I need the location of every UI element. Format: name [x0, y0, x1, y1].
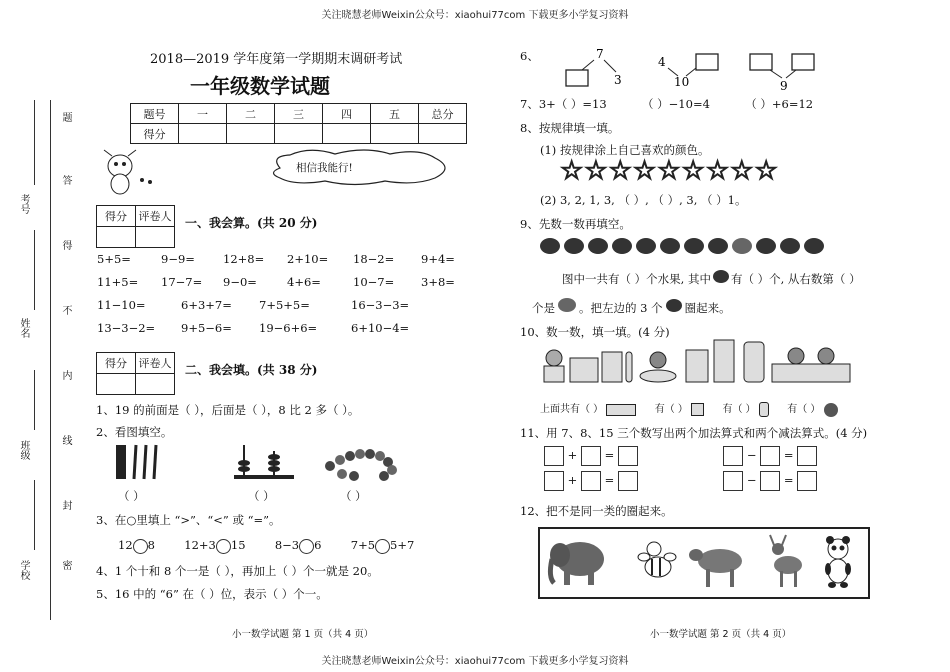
score-header: 三 [275, 104, 323, 124]
compare-row [118, 538, 414, 554]
page2-footer: 小一数学试题 第 2 页（共 4 页） [650, 629, 792, 640]
op: = [604, 473, 615, 487]
star-row[interactable]: ☆☆☆☆☆☆☆☆☆ [560, 156, 779, 186]
score-header: 二 [227, 104, 275, 124]
apple-icon [564, 238, 584, 254]
score-header: 一 [179, 104, 227, 124]
section1-title: 一、我会算。(共 20 分) [185, 216, 318, 230]
answer-box[interactable] [760, 446, 780, 466]
compare-circle[interactable] [133, 539, 148, 554]
apple-icon [660, 238, 680, 254]
number-splits [560, 46, 820, 90]
apple-icon [588, 238, 608, 254]
grader-reviewer-cell[interactable] [136, 374, 175, 395]
sheep-icon [689, 549, 742, 587]
apple-icon [713, 270, 729, 283]
q8-sub1: (1) 按规律涂上自己喜欢的颜色。 [540, 143, 710, 157]
q9-text: 图中一共有（ ）个水果, 其中 [562, 272, 711, 286]
animal-frame [538, 527, 870, 599]
score-cell[interactable] [371, 124, 419, 144]
slogan-text: 相信我能行! [296, 162, 353, 174]
score-header: 总分 [419, 104, 467, 124]
q9-text: 。把左边的 3 个 [579, 301, 663, 315]
fruit-row [540, 238, 828, 258]
peach-icon [558, 298, 576, 312]
calc-row [97, 275, 455, 289]
name-field [34, 230, 35, 310]
elephant-icon [550, 542, 604, 585]
apple-icon [636, 238, 656, 254]
answer-box[interactable] [723, 471, 743, 491]
op: = [783, 448, 794, 462]
grader-score-cell[interactable] [97, 227, 136, 248]
question-8: 8、按规律填一填。 [520, 121, 620, 135]
abacus-picture [232, 443, 296, 483]
op: + [567, 473, 578, 487]
sticks-picture [112, 443, 172, 483]
answer-box[interactable] [797, 471, 817, 491]
score-cell[interactable] [179, 124, 227, 144]
q2-blank[interactable]: （ ） [340, 489, 367, 503]
answer-box[interactable] [723, 446, 743, 466]
seal-char: 不 [60, 305, 71, 315]
cylinder-icon [759, 402, 769, 417]
compare-left: 12+3 [184, 538, 216, 552]
animals-picture [540, 529, 868, 597]
seal-char: 密 [60, 560, 71, 570]
q10-text: 上面共有（ ） [540, 404, 604, 415]
apple-icon [708, 238, 728, 254]
apple-icon [804, 238, 824, 254]
calc-row [97, 321, 409, 335]
op: = [783, 473, 794, 487]
seal-char: 题 [60, 112, 71, 122]
answer-box[interactable] [618, 446, 638, 466]
apple-icon [780, 238, 800, 254]
answer-box[interactable] [544, 471, 564, 491]
calc-item: 16−3−3= [351, 298, 410, 312]
q2-blank[interactable]: （ ） [118, 489, 145, 503]
margin-label-id: 考号 [18, 194, 29, 214]
paper-title: 一年级数学试题 [190, 74, 330, 98]
bee-icon [638, 542, 676, 577]
q7-part: （ ）−10=4 [642, 97, 710, 111]
q10-text: 有（ ） [787, 404, 821, 415]
calc-item: 9+5−6= [181, 321, 232, 335]
answer-box[interactable] [618, 471, 638, 491]
q9-text: 有（ ）个, 从右数第（ ） [730, 272, 861, 286]
beads-picture [322, 446, 402, 482]
slogan-cloud [265, 148, 455, 186]
compare-left: 12 [118, 538, 133, 552]
compare-left: 7+5 [350, 538, 376, 552]
compare-left: 8−3 [274, 538, 300, 552]
peach-icon [732, 238, 752, 254]
score-cell[interactable] [227, 124, 275, 144]
question-1: 1、19 的前面是（ ），后面是（ ），8 比 2 多（ ）。 [96, 403, 360, 417]
q9-text: 个是 [532, 301, 555, 315]
calc-item: 3+8= [421, 275, 455, 289]
seal-char: 封 [60, 500, 71, 510]
grader-reviewer-label: 评卷人 [136, 206, 175, 227]
split-num: 7 [596, 47, 604, 61]
exam-title: 2018—2019 学年度第一学期期末调研考试 [150, 52, 403, 67]
page1-footer: 小一数学试题 第 1 页（共 4 页） [232, 629, 374, 640]
question-5: 5、16 中的 “6” 在（ ）位，表示（ ）个一。 [96, 587, 328, 601]
calc-item: 11+5= [97, 275, 139, 289]
apple-icon [756, 238, 776, 254]
solids-picture [540, 338, 860, 386]
margin-label-class: 班级 [18, 440, 29, 460]
compare-circle[interactable] [216, 539, 231, 554]
q10-text: 有（ ） [654, 404, 688, 415]
compare-circle[interactable] [375, 539, 390, 554]
compare-right: 8 [147, 538, 155, 552]
grader-score-label: 得分 [97, 353, 136, 374]
compare-right: 15 [230, 538, 246, 552]
question-9: 9、先数一数再填空。 [520, 217, 631, 231]
seal-char: 得 [60, 240, 71, 250]
answer-box[interactable] [581, 471, 601, 491]
score-row-label: 得分 [131, 124, 179, 144]
grader-box-1 [96, 205, 175, 248]
split-num: 4 [658, 55, 666, 69]
mascot-illustration [98, 148, 158, 198]
op: − [746, 448, 757, 462]
answer-box[interactable] [760, 471, 780, 491]
apple-icon [612, 238, 632, 254]
equation-row [544, 446, 817, 466]
header-note: 关注晓慧老师Weixin公众号：xiaohui77com 下载更多小学复习资料 [321, 10, 629, 21]
seal-line [50, 100, 51, 620]
calc-item: 10−7= [353, 275, 395, 289]
answer-box[interactable] [581, 446, 601, 466]
question-12: 12、把不是同一类的圈起来。 [520, 504, 673, 518]
calc-item: 19−6+6= [259, 321, 318, 335]
calc-item: 9−0= [223, 275, 257, 289]
calc-item: 18−2= [353, 252, 395, 266]
question-2: 2、看图填空。 [96, 425, 173, 439]
calc-item: 4+6= [287, 275, 321, 289]
grader-score-cell[interactable] [97, 374, 136, 395]
seal-char: 内 [60, 370, 71, 380]
deer-icon [770, 535, 802, 587]
score-table [130, 103, 467, 144]
score-cell[interactable] [419, 124, 467, 144]
equation-row [544, 471, 817, 491]
op: = [604, 448, 615, 462]
id-field [34, 100, 35, 185]
score-header: 四 [323, 104, 371, 124]
calc-item: 9+4= [421, 252, 455, 266]
calc-row [97, 298, 409, 312]
footer-note: 关注晓慧老师Weixin公众号：xiaohui77com 下载更多小学复习资料 [321, 656, 629, 667]
seal-char: 线 [60, 435, 71, 445]
margin-label-school: 学校 [18, 560, 29, 580]
compare-circle[interactable] [299, 539, 314, 554]
question-6-label: 6、 [520, 49, 539, 63]
cube-icon [691, 403, 704, 416]
panda-icon [825, 536, 851, 588]
answer-box[interactable] [797, 446, 817, 466]
apple-icon [684, 238, 704, 254]
calc-item: 6+3+7= [181, 298, 232, 312]
question-4: 4、1 个十和 8 个一是（ ），再加上（ ）个一就是 20。 [96, 564, 379, 578]
op: + [567, 448, 578, 462]
calc-item: 7+5+5= [259, 298, 310, 312]
grader-reviewer-cell[interactable] [136, 227, 175, 248]
sphere-icon [824, 403, 838, 417]
grader-score-label: 得分 [97, 206, 136, 227]
q2-blank[interactable]: （ ） [248, 489, 275, 503]
answer-box[interactable] [544, 446, 564, 466]
class-field [34, 370, 35, 430]
q7-part: 7、3+（ ）=13 [520, 97, 607, 111]
question-11: 11、用 7、8、15 三个数写出两个加法算式和两个减法算式。(4 分) [520, 426, 868, 440]
q9-line1 [562, 270, 861, 287]
seal-char: 答 [60, 175, 71, 185]
question-3: 3、在○里填上 “>”、“<” 或 “=”。 [96, 513, 281, 527]
calc-item: 2+10= [287, 252, 329, 266]
calc-item: 9−9= [161, 252, 195, 266]
score-cell[interactable] [275, 124, 323, 144]
calc-item: 17−7= [161, 275, 203, 289]
calc-item: 12+8= [223, 252, 265, 266]
op: − [746, 473, 757, 487]
compare-right: 5+7 [390, 538, 415, 552]
apple-icon [540, 238, 560, 254]
split-num: 3 [614, 73, 622, 87]
q8-sub2: (2) 3, 2, 1, 3, （ ）, （ ）, 3, （ ）1。 [540, 193, 747, 207]
calc-item: 11−10= [97, 298, 146, 312]
score-cell[interactable] [323, 124, 371, 144]
score-header: 五 [371, 104, 419, 124]
calc-item: 13−3−2= [97, 321, 156, 335]
margin-label-name: 姓名 [18, 318, 29, 338]
grader-reviewer-label: 评卷人 [136, 353, 175, 374]
calc-item: 6+10−4= [351, 321, 410, 335]
grader-box-2 [96, 352, 175, 395]
q9-text: 圈起来。 [684, 301, 731, 315]
calc-item: 5+5= [97, 252, 131, 266]
compare-right: 6 [314, 538, 322, 552]
question-7 [520, 96, 813, 112]
q7-part: （ ）+6=12 [745, 97, 814, 111]
school-field [34, 480, 35, 550]
split-num: 9 [780, 79, 788, 90]
section2-title: 二、我会填。(共 38 分) [185, 363, 318, 377]
apple-icon [666, 299, 682, 312]
calc-row [97, 252, 455, 266]
question-10: 10、数一数，填一填。(4 分) [520, 325, 670, 339]
q10-text: 有（ ） [722, 404, 756, 415]
cuboid-icon [606, 404, 636, 416]
split-num: 10 [674, 75, 690, 89]
q10-line [540, 400, 838, 417]
q9-line2 [532, 298, 731, 316]
score-header: 题号 [131, 104, 179, 124]
